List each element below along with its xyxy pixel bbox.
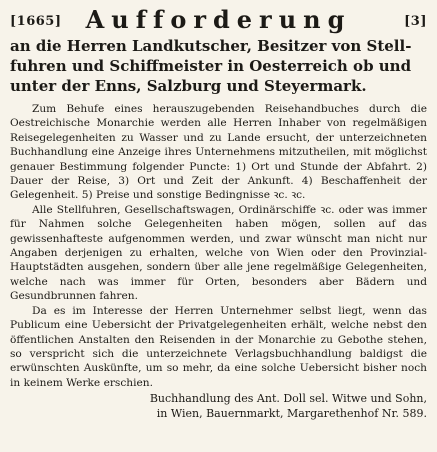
notice-title: Aufforderung [85, 5, 352, 34]
subtitle-line: an die Herren Landkutscher, Besitzer von Stell- [10, 37, 412, 55]
body-paragraph: Zum Behufe eines herauszugebenden Reisehandbuches durch die Oestreichische Monarchie werden alle Herren Inhaber von regelmäßigen Reisegelegenheiten zu Wasser und zu Lande ersucht, der unterzeichneten Buchhandlung eine Anzeige ihres Unternehmens mitzutheilen, mit möglichst genauer Bestimmung folgender Puncte: 1) Ort und Stunde der Abfahrt. 2) Dauer der Reise, 3) Ort und Zeit der Ankunft. 4) Beschaffenheit der Gelegenheit. 5) Preise und sonstige Bedingnisse ꝛc. ꝛc. [10, 103, 427, 202]
notice-subtitle [10, 36, 427, 96]
notice-body [10, 102, 427, 390]
body-paragraph: Alle Stellfuhren, Gesellschaftswagen, Ordinärschiffe ꝛc. oder was immer für Nahmen solche Gelegenheiten haben mögen, sollen auf das gewissenhafteste aufgenommen werden, und zwar wünscht man nicht nur Angaben derjenigen zu erhalten, welche von Wien oder den Provinzial-Hauptstädten ausgehen, sondern über alle jene regelmäßige Gelegenheiten, welche nach was immer für Orten, besonders aber Bädern und Gesundbrunnen fahren. [10, 203, 427, 303]
issue-number-right: [3] [404, 14, 427, 29]
signature-line: in Wien, Bauernmarkt, Margarethenhof Nr. 589. [156, 407, 427, 421]
subtitle-line: unter der Enns, Salzburg und Steyermark. [10, 77, 367, 95]
publisher-signature [10, 391, 427, 421]
issue-number-left: [1665] [10, 14, 62, 29]
body-paragraph: Da es im Interesse der Herren Unternehmer selbst liegt, wenn das Publicum eine Uebersicht der Privatgelegenheiten erhält, welche nebst den öffentlichen Anstalten den Reisenden in der Monarchie zu Gebothe stehen, so verspricht sich die unterzeichnete Verlagsbuchhandlung baldigst die erwünschten Auskünfte, um so mehr, da eine solche Uebersicht bisher noch in keinem Werke erschien. [10, 304, 427, 389]
signature-line: Buchhandlung des Ant. Doll sel. Witwe und Sohn, [149, 392, 427, 406]
notice-header [10, 6, 427, 34]
subtitle-line: fuhren und Schiffmeister in Oesterreich ob und [10, 57, 412, 75]
